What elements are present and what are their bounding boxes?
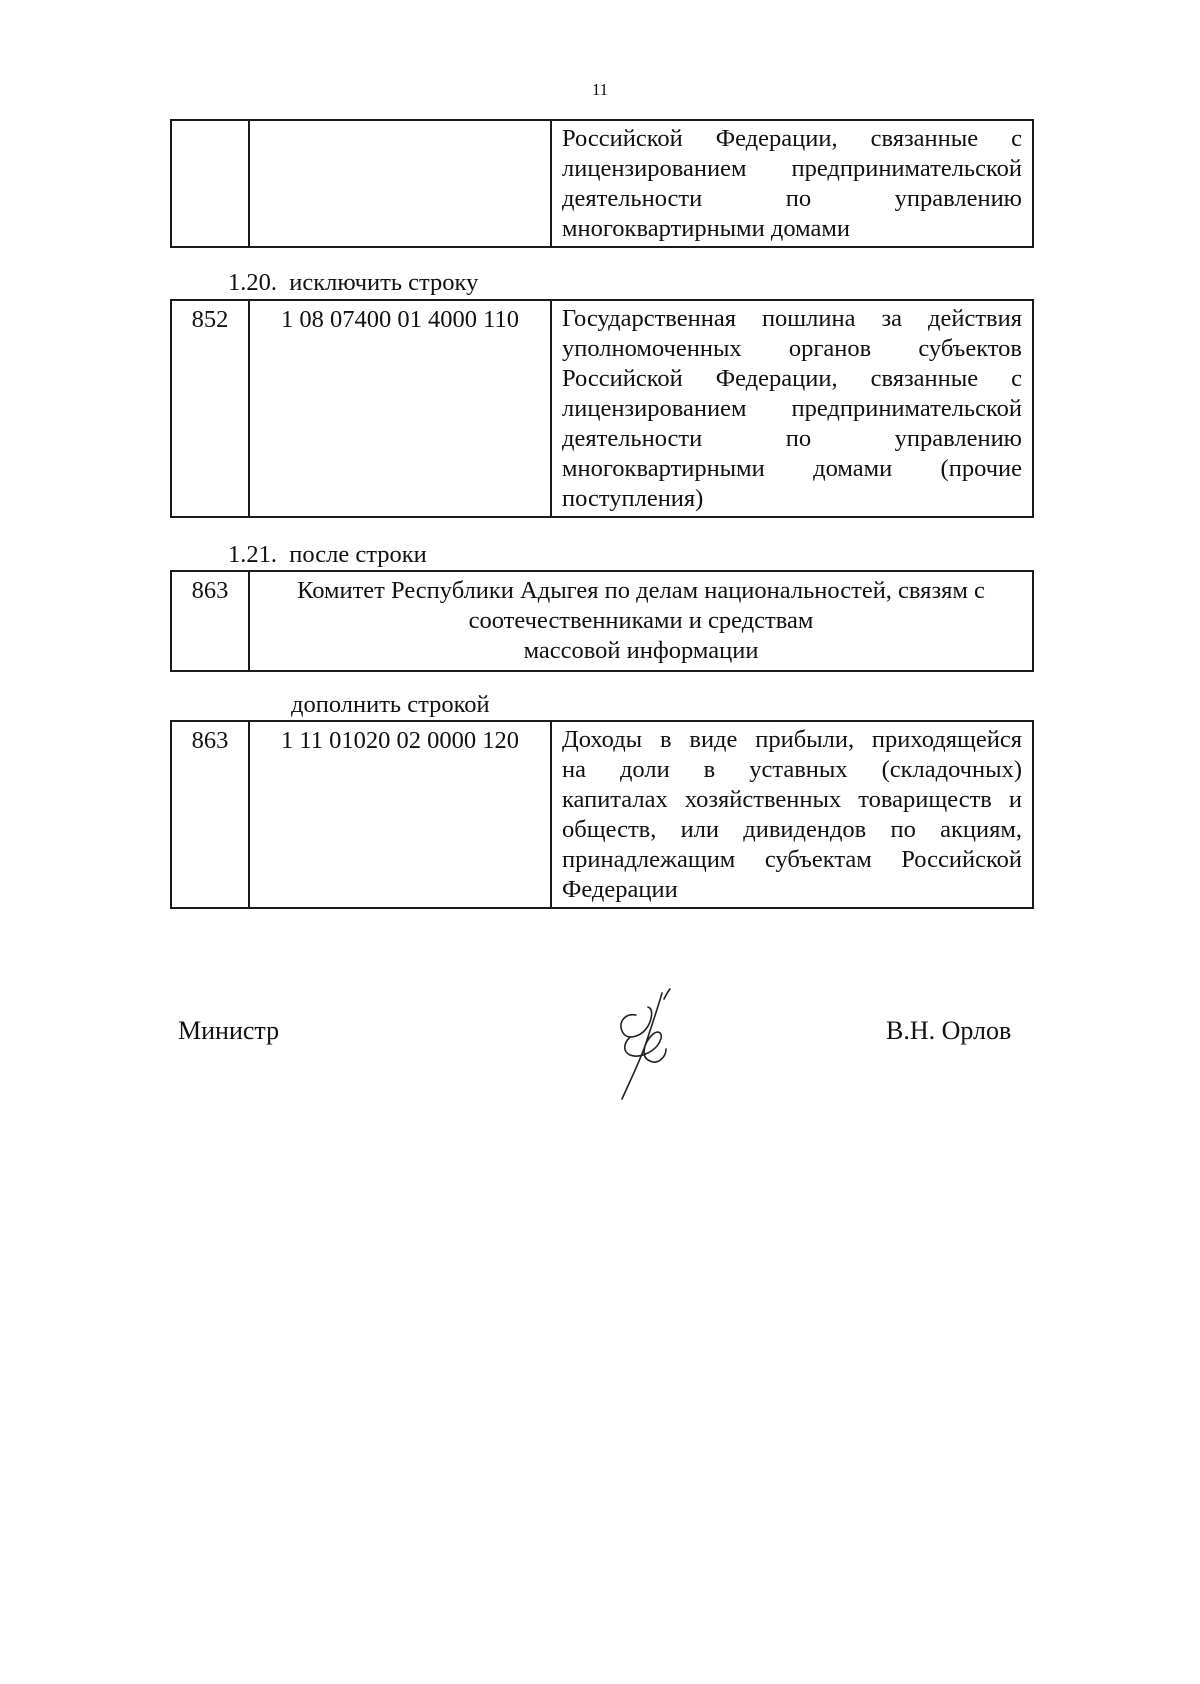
- table-row: [171, 571, 1033, 671]
- text-line: лицензированием предпринимательской: [562, 395, 1022, 422]
- text-line: Российской Федерации, связанные с: [562, 125, 1022, 152]
- code-cell: 852: [171, 300, 249, 517]
- code-cell: 863: [171, 571, 249, 671]
- text-line: деятельности по управлению: [562, 425, 1022, 452]
- kbk-cell: 1 11 01020 02 0000 120: [249, 721, 551, 908]
- text-line: многоквартирными домами (прочие: [562, 455, 1022, 482]
- page-number: 11: [591, 80, 609, 99]
- text-line: массовой информации: [523, 637, 759, 664]
- table-continuation: [170, 119, 1034, 248]
- text-line: Комитет Республики Адыгея по делам национальностей, связям с: [297, 577, 985, 604]
- description-cell: [551, 120, 1033, 247]
- text-line: многоквартирными домами: [562, 215, 850, 242]
- handwritten-signature: [600, 985, 690, 1105]
- text-line: обществ, или дивидендов по акциям,: [562, 816, 1022, 843]
- table-row: [171, 300, 1033, 517]
- text-line: Федерации: [562, 876, 678, 903]
- text-line: принадлежащим субъектам Российской: [562, 846, 1022, 873]
- text-line: Государственная пошлина за действия: [562, 305, 1022, 332]
- text-line: капиталах хозяйственных товариществ и: [562, 786, 1022, 813]
- committee-name-cell: [249, 571, 1033, 671]
- kbk-cell: [249, 120, 551, 247]
- table-row: [171, 120, 1033, 247]
- text-line: Доходы в виде прибыли, приходящейся: [562, 726, 1022, 753]
- text-line: на доли в уставных (складочных): [562, 756, 1022, 783]
- text-line: соотечественниками и средствам: [468, 607, 814, 634]
- text-line: Российской Федерации, связанные с: [562, 365, 1022, 392]
- description-cell: [551, 300, 1033, 517]
- text-line: уполномоченных органов субъектов: [562, 335, 1022, 362]
- text-line: лицензированием предпринимательской: [562, 155, 1022, 182]
- table-exclude-row: [170, 299, 1034, 518]
- kbk-cell: 1 08 07400 01 4000 110: [249, 300, 551, 517]
- table-row: [171, 721, 1033, 908]
- code-cell: [171, 120, 249, 247]
- signatory-title: Министр: [178, 1016, 280, 1045]
- signatory-name: В.Н. Орлов: [886, 1016, 1012, 1045]
- code-cell: 863: [171, 721, 249, 908]
- section-heading-1-20: 1.20. исключить строку: [228, 269, 479, 296]
- table-add-row: [170, 720, 1034, 909]
- description-cell: [551, 721, 1033, 908]
- text-line: деятельности по управлению: [562, 185, 1022, 212]
- section-heading-1-21: 1.21. после строки: [228, 541, 427, 568]
- table-after-row: [170, 570, 1034, 672]
- section-heading-add: дополнить строкой: [291, 691, 490, 718]
- text-line: поступления): [562, 485, 704, 512]
